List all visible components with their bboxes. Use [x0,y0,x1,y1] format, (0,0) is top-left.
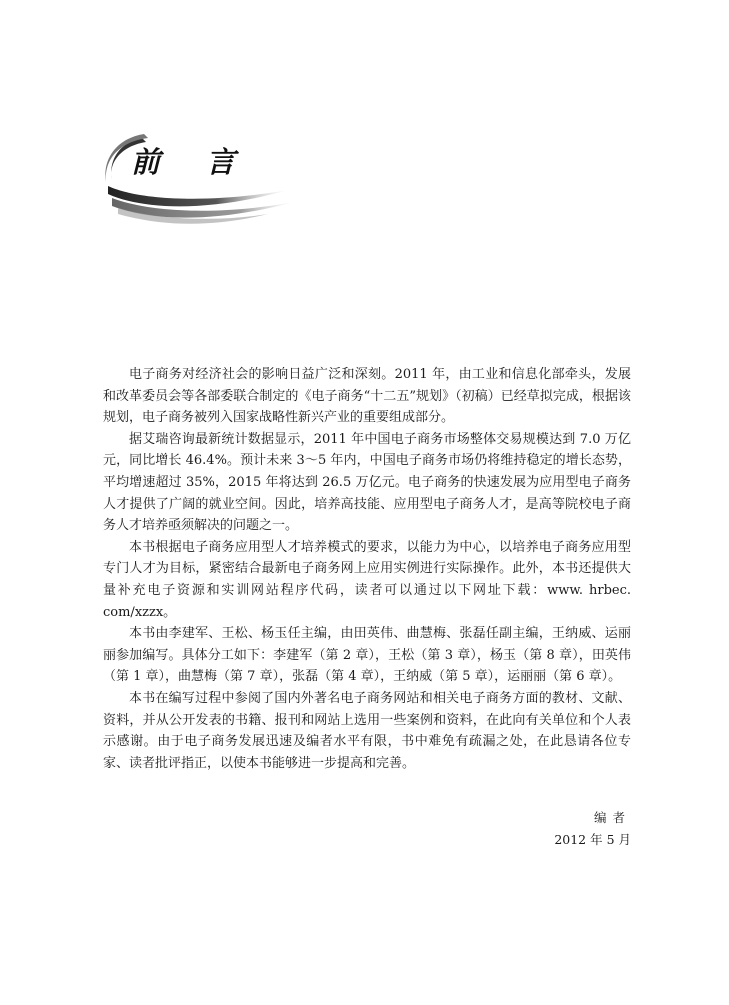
paragraph: 据艾瑞咨询最新统计数据显示，2011 年中国电子商务市场整体交易规模达到 7.0 万亿元，同比增长 46.4%。预计未来 3～5 年内，中国电子商务市场仍将维持稳定的增长态势，平均增速超过 35%，2015 年将达到 26.5 万亿元。电子商务的快速发展为应用型电子商务人才提供了广阔的就业空间。因此，培养高技能、应用型电子商务人才，是高等院校电子商务人才培养亟须解决的问题之一。 [103,431,631,534]
date-label: 2012 年 5 月 [554,832,631,847]
page-title [131,140,271,184]
author-label: 编者 [593,810,631,825]
signature-block [554,807,631,851]
paragraph: 本书根据电子商务应用型人才培养模式的要求，以能力为中心，以培养电子商务应用型专门人才为目标，紧密结合最新电子商务网上应用实例进行实际操作。此外，本书还提供大量补充电子资源和实训网站程序代码，读者可以通过以下网址下载：www. hrbec. com/xzzx。 [103,539,631,620]
paragraph: 本书在编写过程中参阅了国内外著名电子商务网站和相关电子商务方面的教材、文献、资料，并从公开发表的书籍、报刊和网站上选用一些案例和资料，在此向有关单位和个人表示感谢。由于电子商务发展迅速及编者水平有限，书中难免有疏漏之处，在此恳请各位专家、读者批评指正，以使本书能够进一步提高和完善。 [103,690,631,771]
title-char-yan: 言 [206,145,236,179]
paragraph: 电子商务对经济社会的影响日益广泛和深刻。2011 年，由工业和信息化部牵头，发展和改革委员会等各部委联合制定的《电子商务“十二五”规划》（初稿）已经草拟完成，根据该规划，电子商务被列入国家战略性新兴产业的重要组成部分。 [103,367,631,426]
preface-body [103,364,631,774]
title-char-qian: 前 [131,145,161,179]
paragraph: 本书由李建军、王松、杨玉任主编，由田英伟、曲慧梅、张磊任副主编，王纳威、运丽丽参加编写。具体分工如下：李建军（第 2 章），王松（第 3 章），杨玉（第 8 章），田英伟（第 1 章），曲慧梅（第 7 章），张磊（第 4 章），王纳威（第 5 章），运丽丽（第 6 章）。 [103,626,631,685]
